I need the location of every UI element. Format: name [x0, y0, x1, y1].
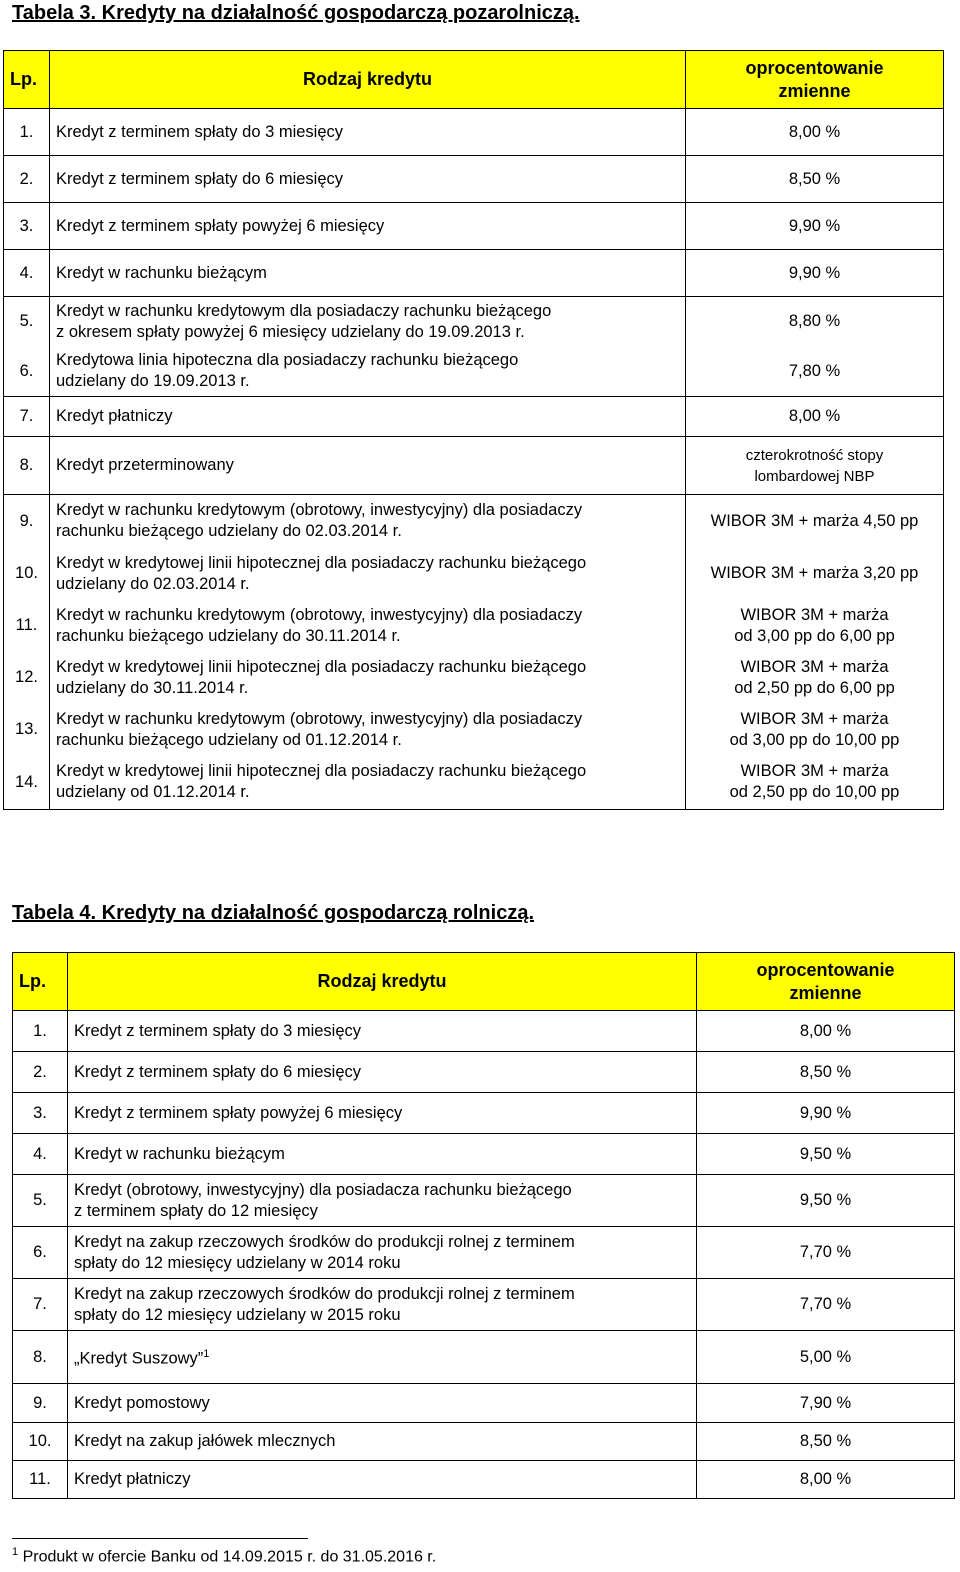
credit-type-text: „Kredyt Suszowy”	[74, 1349, 204, 1368]
interest-rate: 8,00 %	[697, 1011, 955, 1052]
table-row	[4, 756, 944, 810]
interest-rate: 5,00 %	[697, 1331, 955, 1384]
table-row	[13, 1423, 955, 1461]
table4	[12, 952, 955, 1499]
row-number: 11.	[4, 600, 50, 652]
table-row	[13, 1175, 955, 1227]
table-row	[13, 1011, 955, 1052]
row-number: 2.	[4, 156, 50, 203]
row-number: 11.	[13, 1461, 68, 1499]
credit-type	[68, 1279, 697, 1331]
interest-rate: 7,70 %	[697, 1279, 955, 1331]
credit-type-line1: Kredyt w kredytowej linii hipotecznej dla posiadaczy rachunku bieżącego	[56, 657, 587, 676]
interest-rate-line1: WIBOR 3M + marża	[740, 657, 889, 676]
credit-type: Kredyt z terminem spłaty powyżej 6 miesięcy	[50, 203, 686, 250]
credit-type	[50, 756, 686, 810]
credit-type-line1: Kredyt w rachunku kredytowym dla posiadaczy rachunku bieżącego	[56, 301, 552, 320]
interest-rate: 9,50 %	[697, 1134, 955, 1175]
row-number: 6.	[13, 1227, 68, 1279]
credit-type: Kredyt z terminem spłaty do 6 miesięcy	[68, 1052, 697, 1093]
credit-type: Kredyt w rachunku bieżącym	[50, 250, 686, 297]
interest-rate	[686, 437, 944, 495]
credit-type: Kredyt z terminem spłaty do 3 miesięcy	[50, 109, 686, 156]
credit-type-line2: spłaty do 12 miesięcy udzielany w 2015 roku	[74, 1305, 401, 1324]
row-number: 9.	[4, 495, 50, 548]
row-number: 14.	[4, 756, 50, 810]
row-number: 9.	[13, 1384, 68, 1423]
table-row	[13, 1279, 955, 1331]
table-row	[4, 600, 944, 652]
table-row	[4, 704, 944, 756]
row-number: 7.	[4, 397, 50, 437]
interest-rate: WIBOR 3M + marża 3,20 pp	[686, 548, 944, 600]
credit-type: Kredyt z terminem spłaty powyżej 6 miesięcy	[68, 1093, 697, 1134]
footnote	[12, 1546, 436, 1566]
row-number: 3.	[13, 1093, 68, 1134]
interest-rate: 9,90 %	[686, 250, 944, 297]
row-number: 6.	[4, 347, 50, 397]
interest-rate	[686, 704, 944, 756]
table-row	[4, 652, 944, 704]
table-row	[4, 297, 944, 347]
interest-rate: 8,50 %	[697, 1052, 955, 1093]
table4-header-type: Rodzaj kredytu	[68, 953, 697, 1011]
credit-type-line1: Kredytowa linia hipoteczna dla posiadaczy rachunku bieżącego	[56, 351, 519, 370]
table3-header-type: Rodzaj kredytu	[50, 51, 686, 109]
interest-rate-line2: od 2,50 pp do 10,00 pp	[729, 783, 900, 802]
row-number: 10.	[13, 1423, 68, 1461]
credit-type: Kredyt na zakup jałówek mlecznych	[68, 1423, 697, 1461]
table4-header-row	[13, 953, 955, 1011]
row-number: 13.	[4, 704, 50, 756]
interest-rate: WIBOR 3M + marża 4,50 pp	[686, 495, 944, 548]
credit-type-line2: udzielany do 19.09.2013 r.	[56, 372, 250, 391]
footnote-marker: 1	[203, 1348, 210, 1361]
footnote-mark: 1	[12, 1546, 19, 1558]
table-row	[4, 347, 944, 397]
credit-type	[50, 297, 686, 347]
table4-header-rate	[697, 953, 955, 1011]
row-number: 4.	[4, 250, 50, 297]
table-row	[13, 1384, 955, 1423]
credit-type-line1: Kredyt (obrotowy, inwestycyjny) dla posiadacza rachunku bieżącego	[74, 1180, 572, 1199]
interest-rate	[686, 756, 944, 810]
interest-rate-line1: WIBOR 3M + marża	[740, 762, 889, 781]
table-row	[13, 1093, 955, 1134]
credit-type: Kredyt płatniczy	[50, 397, 686, 437]
table-row	[4, 203, 944, 250]
table-row	[13, 1331, 955, 1384]
credit-type	[50, 704, 686, 756]
table-row	[4, 495, 944, 548]
interest-rate	[686, 600, 944, 652]
footnote-separator	[12, 1538, 308, 1539]
table-row	[13, 1134, 955, 1175]
credit-type	[50, 495, 686, 548]
table-row	[4, 437, 944, 495]
credit-type-line1: Kredyt w rachunku kredytowym (obrotowy, inwestycyjny) dla posiadaczy	[56, 605, 583, 624]
row-number: 5.	[13, 1175, 68, 1227]
credit-type	[68, 1331, 697, 1384]
credit-type-line2: z terminem spłaty do 12 miesięcy	[74, 1201, 318, 1220]
credit-type	[50, 600, 686, 652]
footnote-text: Produkt w ofercie Banku od 14.09.2015 r. do 31.05.2016 r.	[18, 1548, 437, 1566]
credit-type-line2: z okresem spłaty powyżej 6 miesięcy udzielany do 19.09.2013 r.	[56, 322, 525, 341]
row-number: 3.	[4, 203, 50, 250]
table4-header-rate-line1: oprocentowanie	[756, 959, 895, 980]
row-number: 10.	[4, 548, 50, 600]
table-row	[4, 156, 944, 203]
interest-rate: 9,90 %	[697, 1093, 955, 1134]
interest-rate: 7,80 %	[686, 347, 944, 397]
interest-rate-line1: WIBOR 3M + marża	[740, 605, 889, 624]
row-number: 1.	[13, 1011, 68, 1052]
row-number: 12.	[4, 652, 50, 704]
row-number: 8.	[4, 437, 50, 495]
credit-type	[50, 347, 686, 397]
credit-type	[50, 652, 686, 704]
table3-header-rate-line1: oprocentowanie	[745, 57, 884, 78]
interest-rate: 9,50 %	[697, 1175, 955, 1227]
interest-rate: 8,00 %	[686, 397, 944, 437]
table-row	[4, 397, 944, 437]
credit-type: Kredyt z terminem spłaty do 6 miesięcy	[50, 156, 686, 203]
credit-type-line1: Kredyt w kredytowej linii hipotecznej dla posiadaczy rachunku bieżącego	[56, 762, 587, 781]
table3-header-lp: Lp.	[4, 51, 50, 109]
interest-rate: 7,70 %	[697, 1227, 955, 1279]
credit-type-line1: Kredyt w kredytowej linii hipotecznej dla posiadaczy rachunku bieżącego	[56, 553, 587, 572]
table4-header-lp: Lp.	[13, 953, 68, 1011]
table3	[3, 50, 944, 810]
table-row	[13, 1052, 955, 1093]
credit-type-line2: udzielany do 30.11.2014 r.	[56, 678, 249, 697]
credit-type-line1: Kredyt w rachunku kredytowym (obrotowy, inwestycyjny) dla posiadaczy	[56, 501, 583, 520]
row-number: 1.	[4, 109, 50, 156]
credit-type-line2: rachunku bieżącego udzielany do 30.11.2014 r.	[56, 626, 401, 645]
interest-rate: 8,80 %	[686, 297, 944, 347]
interest-rate: 8,00 %	[686, 109, 944, 156]
table3-header-rate-line2: zmienne	[778, 80, 851, 101]
interest-rate-line2: lombardowej NBP	[754, 467, 875, 485]
table4-title: Tabela 4. Kredyty na działalność gospodarczą rolniczą.	[12, 902, 535, 924]
credit-type	[68, 1175, 697, 1227]
credit-type-line2: rachunku bieżącego udzielany od 01.12.2014 r.	[56, 730, 402, 749]
table-row	[4, 548, 944, 600]
credit-type: Kredyt pomostowy	[68, 1384, 697, 1423]
credit-type-line2: rachunku bieżącego udzielany do 02.03.2014 r.	[56, 522, 402, 541]
table-row	[13, 1461, 955, 1499]
interest-rate	[686, 652, 944, 704]
row-number: 5.	[4, 297, 50, 347]
credit-type: Kredyt w rachunku bieżącym	[68, 1134, 697, 1175]
interest-rate: 7,90 %	[697, 1384, 955, 1423]
credit-type-line2: udzielany do 02.03.2014 r.	[56, 574, 250, 593]
table3-header-rate	[686, 51, 944, 109]
credit-type	[50, 548, 686, 600]
table3-header-row	[4, 51, 944, 109]
row-number: 2.	[13, 1052, 68, 1093]
interest-rate-line2: od 2,50 pp do 6,00 pp	[734, 678, 895, 697]
credit-type	[68, 1227, 697, 1279]
table4-header-rate-line2: zmienne	[789, 982, 862, 1003]
credit-type-line1: Kredyt na zakup rzeczowych środków do produkcji rolnej z terminem	[74, 1232, 575, 1251]
row-number: 4.	[13, 1134, 68, 1175]
credit-type: Kredyt płatniczy	[68, 1461, 697, 1499]
row-number: 7.	[13, 1279, 68, 1331]
credit-type-line2: spłaty do 12 miesięcy udzielany w 2014 roku	[74, 1253, 401, 1272]
credit-type: Kredyt z terminem spłaty do 3 miesięcy	[68, 1011, 697, 1052]
row-number: 8.	[13, 1331, 68, 1384]
table3-title: Tabela 3. Kredyty na działalność gospodarczą pozarolniczą.	[12, 2, 580, 24]
credit-type-line1: Kredyt na zakup rzeczowych środków do produkcji rolnej z terminem	[74, 1284, 575, 1303]
interest-rate-line2: od 3,00 pp do 6,00 pp	[734, 626, 895, 645]
interest-rate: 8,50 %	[686, 156, 944, 203]
credit-type-line1: Kredyt w rachunku kredytowym (obrotowy, inwestycyjny) dla posiadaczy	[56, 709, 583, 728]
interest-rate: 8,50 %	[697, 1423, 955, 1461]
table-row	[4, 109, 944, 156]
credit-type-line2: udzielany od 01.12.2014 r.	[56, 783, 250, 802]
table-row	[13, 1227, 955, 1279]
credit-type: Kredyt przeterminowany	[50, 437, 686, 495]
interest-rate-line1: czterokrotność stopy	[745, 446, 884, 464]
interest-rate-line2: od 3,00 pp do 10,00 pp	[729, 730, 900, 749]
interest-rate: 8,00 %	[697, 1461, 955, 1499]
interest-rate: 9,90 %	[686, 203, 944, 250]
interest-rate-line1: WIBOR 3M + marża	[740, 709, 889, 728]
table-row	[4, 250, 944, 297]
